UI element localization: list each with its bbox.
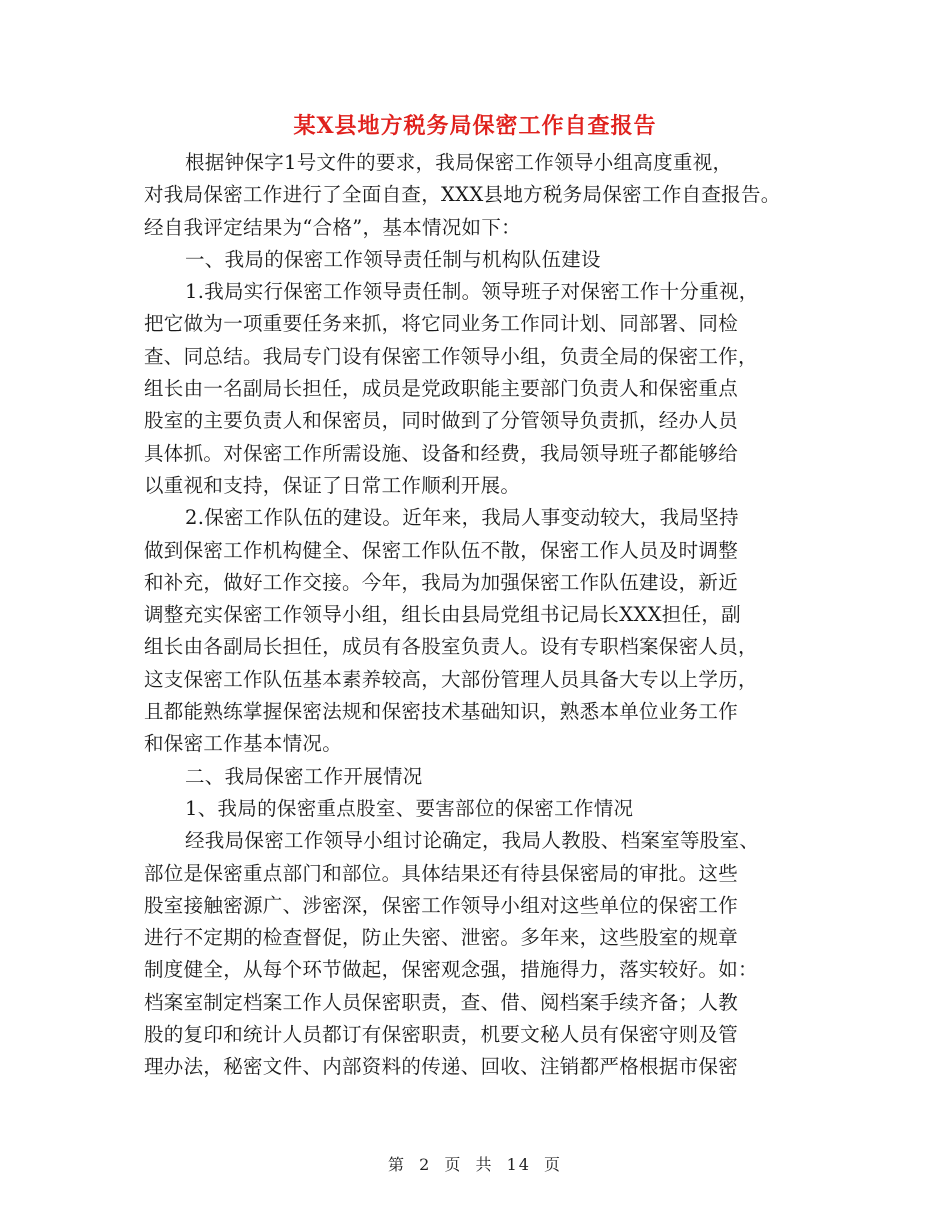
footer-prefix: 第 [387, 1155, 406, 1174]
text-line: 且都能熟练掌握保密法规和保密技术基础知识，熟悉本单位业务工作 [144, 700, 739, 724]
footer-total-pages: 14 [506, 1155, 531, 1174]
text-line: 一、我局的保密工作领导责任制与机构队伍建设 [185, 247, 601, 271]
text-line: 二、我局保密工作开展情况 [185, 764, 423, 788]
footer-page-label: 页 [444, 1155, 463, 1174]
document-body [144, 147, 834, 1084]
text-line: 查、同总结。我局专门设有保密工作领导小组，负责全局的保密工作， [144, 344, 758, 368]
page-footer [0, 1152, 950, 1175]
text-line: 2.保密工作队伍的建设。近年来，我局人事变动较大，我局坚持 [185, 506, 739, 530]
text-line: 部位是保密重点部门和部位。具体结果还有待县保密局的审批。这些 [144, 861, 739, 885]
text-line: 和补充，做好工作交接。今年，我局为加强保密工作队伍建设，新近 [144, 570, 739, 594]
footer-page-number: 2 [419, 1155, 432, 1174]
text-line: 根据钟保字1号文件的要求，我局保密工作领导小组高度重视， [185, 151, 733, 174]
text-line: 进行不定期的检查督促，防止失密、泄密。多年来，这些股室的规章 [144, 926, 739, 950]
text-line: 理办法，秘密文件、内部资料的传递、回收、注销都严格根据市保密 [144, 1055, 739, 1079]
text-line: 经我局保密工作领导小组讨论确定，我局人教股、档案室等股室、 [185, 829, 760, 853]
text-line: 以重视和支持，保证了日常工作顺利开展。 [144, 473, 521, 497]
text-line: 做到保密工作机构健全、保密工作队伍不散，保密工作人员及时调整 [144, 538, 739, 562]
text-line: 股室的主要负责人和保密员，同时做到了分管领导负责抓，经办人员 [144, 409, 739, 433]
text-line: 制度健全，从每个环节做起，保密观念强，措施得力，落实较好。如： [144, 958, 758, 982]
text-line: 股的复印和统计人员都订有保密职责，机要文秘人员有保密守则及管 [144, 1023, 739, 1047]
document-title: 某X县地方税务局保密工作自查报告 [293, 113, 657, 139]
text-line: 组长由一名副局长担任，成员是党政职能主要部门负责人和保密重点 [144, 377, 739, 401]
text-line: 1、我局的保密重点股室、要害部位的保密工作情况 [185, 796, 634, 820]
text-line: 这支保密工作队伍基本素养较高，大部份管理人员具备大专以上学历， [144, 667, 758, 691]
text-line: 把它做为一项重要任务来抓，将它同业务工作同计划、同部署、同检 [144, 312, 739, 336]
text-line: 股室接触密源广、涉密深，保密工作领导小组对这些单位的保密工作 [144, 893, 739, 917]
text-line: 档案室制定档案工作人员保密职责，查、借、阅档案手续齐备；人教 [144, 990, 739, 1014]
text-line: 具体抓。对保密工作所需设施、设备和经费，我局领导班子都能够给 [144, 441, 739, 465]
footer-total-label: 共 [475, 1155, 494, 1174]
text-line: 调整充实保密工作领导小组，组长由县局党组书记局长XXX担任，副 [144, 603, 741, 627]
text-line: 对我局保密工作进行了全面自查，XXX县地方税务局保密工作自查报告。 [144, 183, 781, 207]
text-line: 组长由各副局长担任，成员有各股室负责人。设有专职档案保密人员， [144, 635, 758, 659]
text-line: 经自我评定结果为“合格”，基本情况如下： [144, 215, 521, 239]
text-line: 1.我局实行保密工作领导责任制。领导班子对保密工作十分重视， [185, 280, 759, 304]
footer-suffix: 页 [544, 1155, 563, 1174]
text-line: 和保密工作基本情况。 [144, 732, 343, 756]
